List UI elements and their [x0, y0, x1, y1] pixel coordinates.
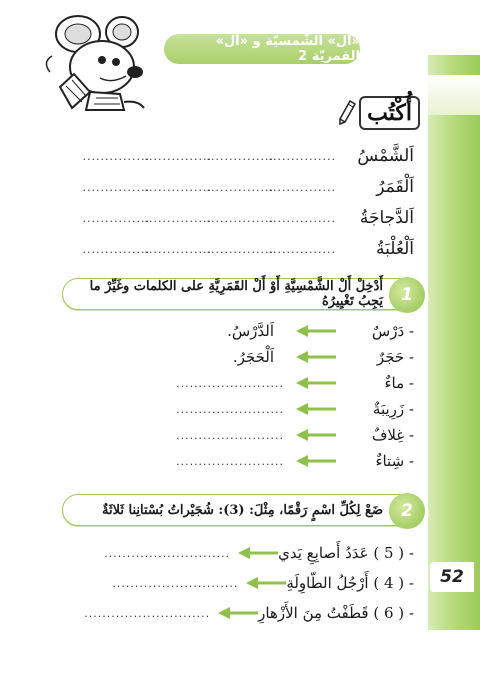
exercise-1-word: - ماءٌ — [384, 374, 414, 392]
answer-blank[interactable]: ............... — [144, 242, 212, 256]
pencil-icon — [338, 100, 356, 126]
side-stripe — [428, 55, 480, 630]
exercise-1-text: أَدْخِلْ أَلْ الشَّمْسِيَّةِ أَوْ أَلْ القَمَرِيَّةِ على الكلمات وغَيِّرْ ما يَجِبُ تَغْيِيرُهُ — [89, 279, 383, 309]
answer-blank[interactable]: ............... — [206, 180, 274, 194]
mouse-mascot-illustration — [40, 12, 160, 122]
write-word: اَلشَّمْسُ — [357, 146, 414, 166]
exercise-1-instruction — [62, 278, 420, 310]
answer-blank[interactable]: ............... — [82, 211, 150, 225]
arrow-left-icon — [288, 454, 344, 468]
lesson-title-pill — [164, 34, 360, 64]
arrow-left-icon — [218, 606, 258, 620]
answer-blank[interactable]: ............... — [268, 180, 336, 194]
arrow-left-icon — [238, 546, 278, 560]
exercise-2-item: - ( 5 ) عَدَدُ أَصابِعِ يَدي — [278, 544, 414, 562]
answer-blank[interactable]: ............... — [268, 242, 336, 256]
exercise-1-row — [120, 448, 414, 474]
exercise-2-instruction — [62, 494, 420, 526]
answer-blank[interactable]: ............................ — [112, 576, 239, 590]
arrow-left-icon — [288, 402, 344, 416]
exercise-1-word: - زَرِيبَةٌ — [372, 400, 414, 418]
answer-blank[interactable]: ........................ — [176, 376, 284, 390]
answer-blank[interactable]: ............... — [206, 149, 274, 163]
exercise-1-word: - شِتاءٌ — [375, 452, 414, 470]
exercise-1-word: - دَرْسٌ — [371, 322, 414, 340]
exercise-1-row — [120, 318, 414, 344]
exercise-2-text: ضَعْ لِكُلِّ اسْمٍ رَقْمًا، مِثْلَ: (3): شُجَيْراتُ بُسْتانِنا ثَلاثَةٌ — [102, 502, 383, 518]
answer-blank[interactable]: ........................ — [176, 402, 284, 416]
answer-blank[interactable]: ............... — [82, 242, 150, 256]
write-section-badge — [338, 96, 420, 130]
write-word: اَلْعُلْبَةُ — [376, 239, 414, 259]
answer-blank[interactable]: ............... — [82, 149, 150, 163]
exercise-1-row — [120, 370, 414, 396]
page-number-box — [430, 562, 474, 592]
exercise-2-row — [112, 570, 414, 596]
exercise-2-item: - ( 6 ) قَطَفْتُ مِنَ الأَزْهارِ — [258, 604, 414, 622]
exercise-2-item: - ( 4 ) أَرْجُلُ الطّاوِلَةِ — [286, 574, 414, 592]
exercise-1-number: 1 — [389, 277, 425, 313]
exercise-1-row — [120, 396, 414, 422]
write-row — [82, 237, 414, 261]
answer-blank[interactable]: ............... — [144, 211, 212, 225]
exercise-1-row — [120, 422, 414, 448]
arrow-left-icon — [246, 576, 286, 590]
arrow-left-icon — [288, 350, 344, 364]
answer-blank[interactable]: ............... — [206, 211, 274, 225]
exercise-1-row — [120, 344, 414, 370]
write-label: أُكْتُب — [359, 96, 420, 130]
answer-blank[interactable]: ............... — [206, 242, 274, 256]
answer-blank[interactable]: ............................ — [84, 606, 211, 620]
page-number: 52 — [440, 567, 464, 587]
exercise-1-word: - حَجَرٌ — [376, 348, 414, 366]
write-row — [82, 144, 414, 168]
answer-blank[interactable]: ............... — [82, 180, 150, 194]
answer-blank[interactable]: ............... — [144, 149, 212, 163]
exercise-1-word: - غِلافٌ — [371, 426, 414, 444]
exercise-2-row — [104, 540, 414, 566]
write-word: اَلدَّجاجَةُ — [359, 208, 414, 228]
lesson-title: «آل» الشَّمسيّة و «آل» القمريّة 2 — [215, 34, 360, 64]
exercise-2-number: 2 — [389, 493, 425, 529]
write-row — [82, 175, 414, 199]
side-stripe-highlight — [428, 75, 480, 115]
answer-blank[interactable]: ............... — [268, 149, 336, 163]
answer-blank[interactable]: ............... — [144, 180, 212, 194]
answer-blank[interactable]: ............................ — [104, 546, 231, 560]
answer-blank[interactable]: ........................ — [176, 428, 284, 442]
arrow-left-icon — [288, 376, 344, 390]
exercise-2-row — [84, 600, 414, 626]
arrow-left-icon — [288, 428, 344, 442]
exercise-1-answer: اَلدَّرْسُ. — [227, 322, 274, 340]
answer-blank[interactable]: ............... — [268, 211, 336, 225]
write-row — [82, 206, 414, 230]
exercise-1-answer: اَلْحَجَرُ. — [232, 348, 274, 366]
write-word: اَلْقَمَرُ — [376, 177, 414, 197]
answer-blank[interactable]: ........................ — [176, 454, 284, 468]
arrow-left-icon — [288, 324, 344, 338]
